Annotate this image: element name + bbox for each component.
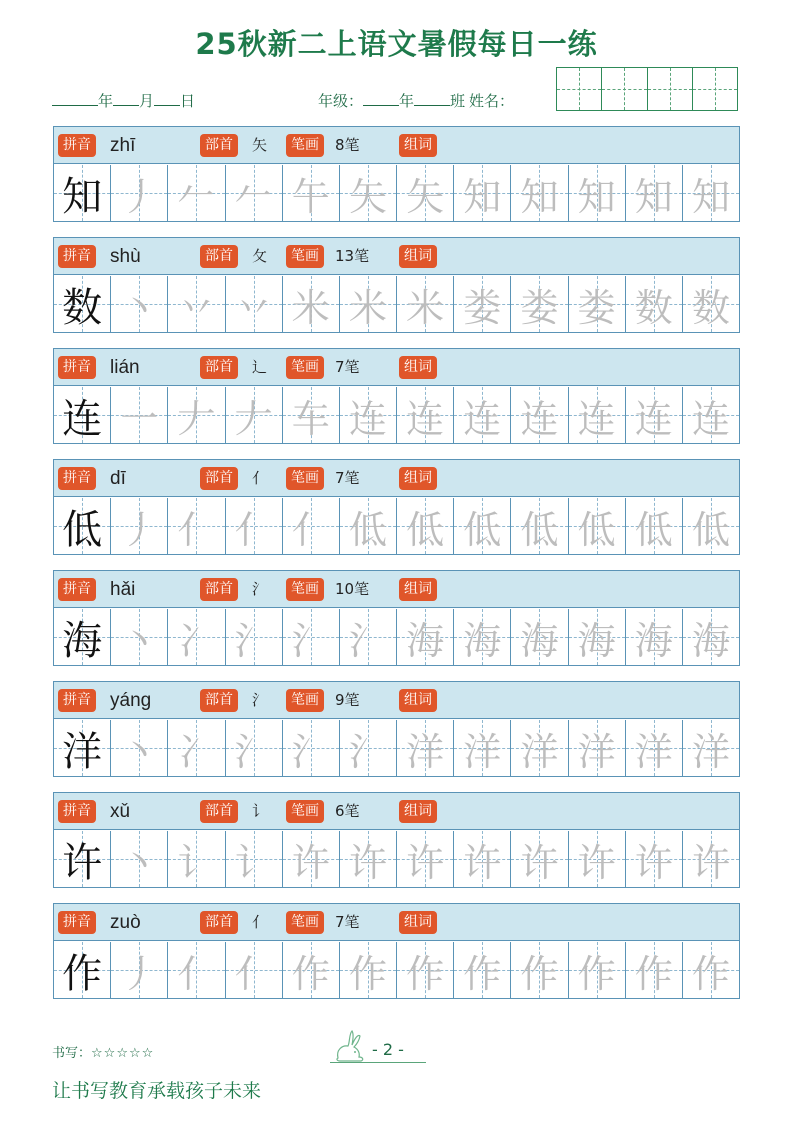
trace-char: 洋 (463, 729, 502, 774)
trace-char: 洋 (577, 729, 616, 774)
model-cell (54, 276, 110, 332)
trace-char: 一 (120, 396, 159, 441)
strokes-tag: 笔画 (286, 689, 324, 712)
trace-cell[interactable] (167, 387, 224, 443)
trace-char: 氵 (348, 618, 387, 663)
pinyin-value: shù (110, 246, 141, 267)
day-blank[interactable] (154, 90, 180, 106)
trace-char: 作 (634, 951, 673, 996)
trace-char: 作 (520, 951, 559, 996)
trace-char: 亻 (234, 507, 273, 552)
rating (52, 1042, 154, 1061)
radical-value: 氵 (252, 691, 268, 709)
strokes-value: 9笔 (335, 691, 360, 709)
trace-cell[interactable] (568, 831, 625, 887)
writing-grid (54, 387, 739, 443)
writing-grid (54, 609, 739, 665)
trace-cell[interactable] (339, 165, 396, 221)
words-tag: 组词 (399, 134, 437, 157)
trace-char: 丶 (120, 729, 159, 774)
trace-char: 娄 (520, 285, 559, 330)
month-label: 月 (139, 92, 155, 110)
date-line (52, 90, 195, 111)
char-header (54, 904, 739, 941)
strokes-tag: 笔画 (286, 911, 324, 934)
trace-char: 数 (691, 285, 730, 330)
char-header (54, 793, 739, 830)
trace-cell[interactable] (453, 609, 510, 665)
trace-char: 低 (691, 507, 730, 552)
page-underline (330, 1062, 426, 1063)
model-cell (54, 165, 110, 221)
trace-cell[interactable] (396, 498, 453, 554)
trace-cell[interactable] (682, 276, 739, 332)
trace-char: 氵 (348, 729, 387, 774)
trace-cell[interactable] (510, 831, 567, 887)
trace-cell[interactable] (682, 165, 739, 221)
char-block (53, 348, 740, 444)
trace-cell[interactable] (682, 609, 739, 665)
trace-char: 连 (691, 396, 730, 441)
strokes-value: 7笔 (335, 469, 360, 487)
trace-cell[interactable] (167, 498, 224, 554)
trace-cell[interactable] (625, 498, 682, 554)
trace-char: 低 (348, 507, 387, 552)
char-block (53, 792, 740, 888)
trace-cell[interactable] (396, 609, 453, 665)
trace-char: 冫 (177, 618, 216, 663)
trace-char: 连 (577, 396, 616, 441)
trace-cell[interactable] (682, 942, 739, 998)
trace-char: 低 (406, 507, 445, 552)
trace-char: 海 (406, 618, 445, 663)
trace-char: 海 (691, 618, 730, 663)
name-label: 姓名： (469, 92, 515, 110)
words-tag: 组词 (399, 467, 437, 490)
trace-cell[interactable] (510, 387, 567, 443)
radical-tag: 部首 (200, 578, 238, 601)
trace-char: 丿 (120, 507, 159, 552)
trace-char: 连 (463, 396, 502, 441)
trace-char: 数 (634, 285, 673, 330)
trace-cell[interactable] (167, 831, 224, 887)
model-cell (54, 831, 110, 887)
model-char: 海 (62, 617, 103, 664)
pinyin-tag: 拼音 (58, 467, 96, 490)
trace-cell[interactable] (167, 609, 224, 665)
trace-cell[interactable] (568, 165, 625, 221)
trace-cell[interactable] (453, 831, 510, 887)
trace-cell[interactable] (282, 276, 339, 332)
trace-cell[interactable] (453, 942, 510, 998)
name-cell[interactable] (601, 68, 646, 110)
strokes-tag: 笔画 (286, 356, 324, 379)
trace-char: 氵 (291, 729, 330, 774)
trace-char: 米 (406, 285, 445, 330)
trace-char: 丿 (120, 174, 159, 219)
rabbit-icon (330, 1028, 374, 1066)
trace-cell[interactable] (625, 609, 682, 665)
name-cell[interactable] (647, 68, 692, 110)
trace-cell[interactable] (568, 720, 625, 776)
pinyin-tag: 拼音 (58, 134, 96, 157)
radical-value: 亻 (252, 913, 268, 931)
trace-cell[interactable] (682, 831, 739, 887)
trace-char: 知 (520, 174, 559, 219)
rating-label: 书写： (52, 1046, 92, 1061)
radical-value: 矢 (252, 136, 268, 154)
trace-cell[interactable] (568, 498, 625, 554)
name-cell[interactable] (692, 68, 737, 110)
trace-cell[interactable] (568, 387, 625, 443)
trace-cell[interactable] (625, 276, 682, 332)
trace-char: 低 (463, 507, 502, 552)
char-block (53, 459, 740, 555)
trace-cell[interactable] (510, 165, 567, 221)
char-header (54, 460, 739, 497)
trace-char: 许 (348, 840, 387, 885)
trace-char: 亻 (291, 507, 330, 552)
pinyin-tag: 拼音 (58, 689, 96, 712)
trace-cell[interactable] (339, 609, 396, 665)
grade-year-label: 年 (399, 92, 415, 110)
trace-cell[interactable] (510, 276, 567, 332)
trace-cell[interactable] (225, 720, 282, 776)
strokes-tag: 笔画 (286, 578, 324, 601)
trace-cell[interactable] (282, 831, 339, 887)
trace-cell[interactable] (682, 498, 739, 554)
char-block (53, 570, 740, 666)
trace-char: 许 (291, 840, 330, 885)
char-block (53, 681, 740, 777)
pinyin-tag: 拼音 (58, 911, 96, 934)
trace-char: 氵 (291, 618, 330, 663)
trace-cell[interactable] (396, 165, 453, 221)
strokes-tag: 笔画 (286, 467, 324, 490)
strokes-value: 13笔 (335, 247, 370, 265)
pinyin-tag: 拼音 (58, 578, 96, 601)
day-label: 日 (180, 92, 196, 110)
trace-cell[interactable] (282, 942, 339, 998)
trace-cell[interactable] (225, 276, 282, 332)
words-tag: 组词 (399, 356, 437, 379)
char-header (54, 349, 739, 386)
trace-char: 洋 (691, 729, 730, 774)
trace-cell[interactable] (282, 165, 339, 221)
trace-char: 矢 (348, 174, 387, 219)
trace-cell[interactable] (110, 831, 167, 887)
strokes-tag: 笔画 (286, 134, 324, 157)
trace-cell[interactable] (453, 498, 510, 554)
trace-cell[interactable] (339, 387, 396, 443)
model-char: 许 (62, 839, 103, 886)
trace-char: 海 (463, 618, 502, 663)
slogan: 让书写教育承载孩子未来 (52, 1080, 262, 1102)
trace-cell[interactable] (682, 720, 739, 776)
trace-cell[interactable] (282, 498, 339, 554)
page-title: 25秋新二上语文暑假每日一练 (195, 27, 598, 61)
trace-cell[interactable] (682, 387, 739, 443)
trace-char: 𠂇 (234, 396, 273, 441)
char-header (54, 682, 739, 719)
trace-char: 丷 (177, 285, 216, 330)
trace-cell[interactable] (225, 387, 282, 443)
trace-char: 亻 (177, 507, 216, 552)
trace-char: 丷 (234, 285, 273, 330)
char-block (53, 126, 740, 222)
strokes-tag: 笔画 (286, 245, 324, 268)
trace-cell[interactable] (396, 942, 453, 998)
radical-value: 亻 (252, 469, 268, 487)
trace-char: 连 (406, 396, 445, 441)
trace-char: 低 (634, 507, 673, 552)
pinyin-tag: 拼音 (58, 356, 96, 379)
trace-cell[interactable] (568, 609, 625, 665)
trace-cell[interactable] (339, 276, 396, 332)
trace-char: 许 (577, 840, 616, 885)
model-char: 知 (62, 173, 103, 220)
strokes-value: 7笔 (335, 358, 360, 376)
grade-blank[interactable] (363, 90, 399, 106)
trace-cell[interactable] (625, 831, 682, 887)
trace-cell[interactable] (339, 942, 396, 998)
trace-char: 许 (634, 840, 673, 885)
page-number: - 2 - (372, 1040, 404, 1059)
trace-cell[interactable] (110, 720, 167, 776)
trace-cell[interactable] (110, 498, 167, 554)
trace-cell[interactable] (225, 165, 282, 221)
trace-char: 连 (520, 396, 559, 441)
year-blank[interactable] (52, 90, 98, 106)
grade-label: 年级： (318, 92, 364, 110)
trace-char: 𠂉 (177, 174, 216, 219)
trace-char: 丿 (120, 951, 159, 996)
pinyin-value: xǔ (110, 801, 131, 822)
writing-grid (54, 831, 739, 887)
radical-value: 攵 (252, 247, 268, 265)
trace-cell[interactable] (167, 276, 224, 332)
trace-char: 海 (520, 618, 559, 663)
trace-char: 米 (348, 285, 387, 330)
trace-cell[interactable] (110, 276, 167, 332)
trace-cell[interactable] (568, 276, 625, 332)
radical-tag: 部首 (200, 800, 238, 823)
class-label: 班 (450, 92, 466, 110)
trace-cell[interactable] (282, 609, 339, 665)
writing-grid (54, 942, 739, 998)
trace-cell[interactable] (110, 165, 167, 221)
writing-grid (54, 276, 739, 332)
words-tag: 组词 (399, 911, 437, 934)
trace-char: 作 (348, 951, 387, 996)
trace-char: 连 (348, 396, 387, 441)
trace-char: 𠂉 (234, 174, 273, 219)
pinyin-tag: 拼音 (58, 800, 96, 823)
trace-cell[interactable] (110, 387, 167, 443)
radical-tag: 部首 (200, 911, 238, 934)
char-header (54, 571, 739, 608)
trace-char: 车 (291, 396, 330, 441)
trace-cell[interactable] (225, 498, 282, 554)
trace-char: 讠 (234, 840, 273, 885)
trace-char: 知 (691, 174, 730, 219)
trace-char: 氵 (234, 729, 273, 774)
trace-char: 丶 (120, 840, 159, 885)
trace-cell[interactable] (167, 165, 224, 221)
trace-char: 知 (577, 174, 616, 219)
words-tag: 组词 (399, 245, 437, 268)
strokes-value: 8笔 (335, 136, 360, 154)
model-cell (54, 387, 110, 443)
trace-cell[interactable] (453, 165, 510, 221)
trace-char: 丶 (120, 285, 159, 330)
model-cell (54, 498, 110, 554)
trace-cell[interactable] (282, 387, 339, 443)
pinyin-value: zuò (110, 912, 141, 933)
trace-char: 作 (577, 951, 616, 996)
trace-cell[interactable] (453, 387, 510, 443)
trace-cell[interactable] (510, 942, 567, 998)
radical-tag: 部首 (200, 134, 238, 157)
trace-char: 许 (463, 840, 502, 885)
radical-tag: 部首 (200, 356, 238, 379)
radical-tag: 部首 (200, 467, 238, 490)
trace-char: 亻 (234, 951, 273, 996)
model-char: 低 (62, 506, 103, 553)
trace-cell[interactable] (396, 831, 453, 887)
trace-char: 知 (463, 174, 502, 219)
trace-cell[interactable] (453, 276, 510, 332)
trace-cell[interactable] (396, 276, 453, 332)
trace-char: 许 (520, 840, 559, 885)
trace-char: 洋 (634, 729, 673, 774)
strokes-value: 7笔 (335, 913, 360, 931)
trace-char: 知 (634, 174, 673, 219)
trace-cell[interactable] (568, 942, 625, 998)
radical-value: 讠 (252, 802, 268, 820)
trace-char: 氵 (234, 618, 273, 663)
trace-cell[interactable] (510, 609, 567, 665)
char-header (54, 238, 739, 275)
trace-char: 亻 (177, 951, 216, 996)
trace-char: 连 (634, 396, 673, 441)
rating-stars[interactable]: ☆☆☆☆☆ (91, 1046, 155, 1061)
strokes-tag: 笔画 (286, 800, 324, 823)
trace-char: 作 (291, 951, 330, 996)
trace-char: 丶 (120, 618, 159, 663)
trace-char: 矢 (406, 174, 445, 219)
trace-char: 低 (577, 507, 616, 552)
trace-cell[interactable] (396, 387, 453, 443)
model-char: 作 (62, 950, 103, 997)
trace-cell[interactable] (339, 831, 396, 887)
model-cell (54, 720, 110, 776)
trace-cell[interactable] (167, 720, 224, 776)
model-char: 数 (62, 284, 103, 331)
radical-tag: 部首 (200, 689, 238, 712)
year-label: 年 (98, 92, 114, 110)
writing-grid (54, 498, 739, 554)
trace-char: 作 (691, 951, 730, 996)
strokes-value: 10笔 (335, 580, 370, 598)
trace-char: 冫 (177, 729, 216, 774)
words-tag: 组词 (399, 578, 437, 601)
words-tag: 组词 (399, 689, 437, 712)
writing-grid (54, 165, 739, 221)
char-block (53, 903, 740, 999)
radical-value: 氵 (252, 580, 268, 598)
writing-grid (54, 720, 739, 776)
trace-char: 娄 (463, 285, 502, 330)
pinyin-value: yáng (110, 690, 152, 711)
trace-cell[interactable] (510, 720, 567, 776)
class-blank[interactable] (414, 90, 450, 106)
radical-value: 辶 (252, 358, 268, 376)
trace-char: 海 (577, 618, 616, 663)
trace-cell[interactable] (339, 498, 396, 554)
words-tag: 组词 (399, 800, 437, 823)
class-line (318, 90, 514, 111)
name-grid[interactable] (556, 67, 738, 111)
trace-cell[interactable] (339, 720, 396, 776)
trace-cell[interactable] (225, 609, 282, 665)
trace-cell[interactable] (453, 720, 510, 776)
strokes-value: 6笔 (335, 802, 360, 820)
trace-cell[interactable] (110, 942, 167, 998)
trace-char: 许 (406, 840, 445, 885)
trace-cell[interactable] (225, 831, 282, 887)
trace-cell[interactable] (625, 942, 682, 998)
trace-char: 海 (634, 618, 673, 663)
trace-char: 洋 (520, 729, 559, 774)
model-char: 洋 (62, 728, 103, 775)
trace-cell[interactable] (396, 720, 453, 776)
pinyin-value: hǎi (110, 579, 136, 600)
trace-cell[interactable] (282, 720, 339, 776)
char-header (54, 127, 739, 164)
trace-char: 午 (291, 174, 330, 219)
trace-char: 讠 (177, 840, 216, 885)
pinyin-value: zhī (110, 135, 136, 156)
trace-cell[interactable] (510, 498, 567, 554)
trace-cell[interactable] (167, 942, 224, 998)
trace-cell[interactable] (110, 609, 167, 665)
trace-char: 洋 (406, 729, 445, 774)
model-cell (54, 942, 110, 998)
name-cell[interactable] (557, 68, 601, 110)
pinyin-tag: 拼音 (58, 245, 96, 268)
pinyin-value: lián (110, 357, 140, 378)
char-block (53, 237, 740, 333)
trace-cell[interactable] (625, 387, 682, 443)
trace-char: 米 (291, 285, 330, 330)
trace-char: 𠂇 (177, 396, 216, 441)
trace-cell[interactable] (225, 942, 282, 998)
trace-cell[interactable] (625, 720, 682, 776)
trace-char: 许 (691, 840, 730, 885)
model-cell (54, 609, 110, 665)
trace-cell[interactable] (625, 165, 682, 221)
trace-char: 娄 (577, 285, 616, 330)
trace-char: 作 (463, 951, 502, 996)
pinyin-value: dī (110, 468, 126, 489)
model-char: 连 (62, 395, 103, 442)
trace-char: 低 (520, 507, 559, 552)
radical-tag: 部首 (200, 245, 238, 268)
trace-char: 作 (406, 951, 445, 996)
month-blank[interactable] (113, 90, 139, 106)
